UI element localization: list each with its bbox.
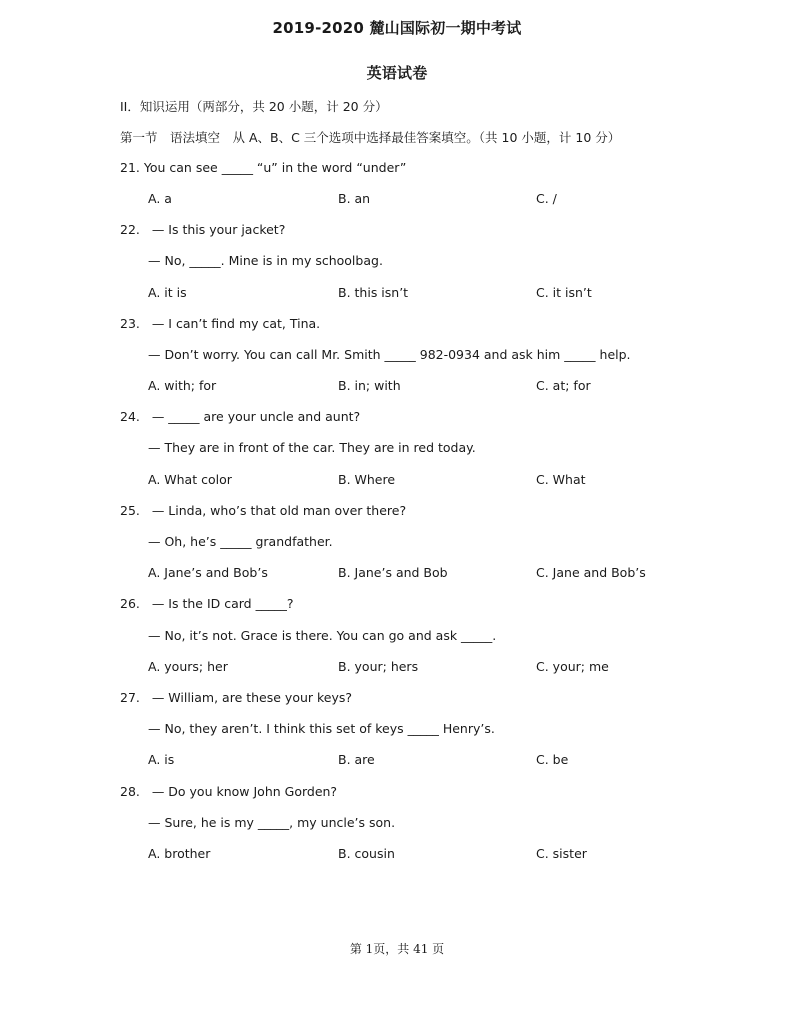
exam-title: 2019-2020 麓山国际初一期中考试 [272, 19, 522, 37]
option-c: C. your; me [536, 659, 609, 674]
option-b: B. your; hers [338, 659, 419, 674]
option-b: B. Jane’s and Bob [338, 565, 448, 580]
option-a: A. is [148, 752, 175, 767]
option-b: B. in; with [338, 378, 401, 393]
option-c: C. it isn’t [536, 285, 592, 300]
question-25 [120, 503, 406, 518]
question-number: 22. [120, 222, 140, 237]
question-stem: You can see _____ “u” in the word “under” [143, 160, 407, 175]
page-number: 第 1页，共 41 页 [349, 942, 445, 956]
option-a: A. Jane’s and Bob’s [148, 565, 268, 580]
option-a: A. brother [148, 846, 211, 861]
option-b: B. an [338, 191, 371, 206]
question-line: — They are in front of the car. They are in red today. [148, 440, 476, 455]
question-stem: — Is this your jacket? [151, 222, 286, 237]
option-b: B. this isn’t [338, 285, 409, 300]
question-stem: — _____ are your uncle and aunt? [151, 409, 361, 424]
option-a: A. with; for [148, 378, 217, 393]
question-21 [120, 160, 406, 175]
question-number: 25. [120, 503, 140, 518]
question-line: — No, they aren’t. I think this set of keys _____ Henry’s. [148, 721, 495, 736]
option-a: A. yours; her [148, 659, 228, 674]
option-c: C. be [536, 752, 569, 767]
option-c: C. Jane and Bob’s [536, 565, 646, 580]
option-c: C. What [536, 472, 586, 487]
question-stem: — William, are these your keys? [151, 690, 353, 705]
question-27 [120, 690, 352, 705]
question-number: 23. [120, 316, 140, 331]
option-b: B. cousin [338, 846, 395, 861]
question-number: 26. [120, 596, 140, 611]
question-26 [120, 596, 293, 611]
question-line: — Sure, he is my _____, my uncle’s son. [148, 815, 396, 830]
option-b: B. Where [338, 472, 396, 487]
question-number: 24. [120, 409, 140, 424]
option-c: C. sister [536, 846, 587, 861]
question-23 [120, 316, 320, 331]
question-line: — Don’t worry. You can call Mr. Smith _____ 982-0934 and ask him _____ help. [148, 347, 631, 362]
question-number: 27. [120, 690, 140, 705]
question-stem: — Do you know John Gorden? [151, 784, 338, 799]
question-number: 21. [120, 160, 140, 175]
question-line: — Oh, he’s _____ grandfather. [148, 534, 333, 549]
question-number: 28. [120, 784, 140, 799]
question-line: — No, _____. Mine is in my schoolbag. [148, 253, 383, 268]
part-heading: II．知识运用（两部分，共 20 小题，计 20 分） [120, 99, 388, 114]
option-a: A. What color [148, 472, 232, 487]
option-a: A. a [148, 191, 172, 206]
section-instruction: 第一节 语法填空 从 A、B、C 三个选项中选择最佳答案填空。（共 10 小题，计 10 分） [120, 130, 621, 145]
question-22 [120, 222, 285, 237]
question-28 [120, 784, 337, 799]
question-stem: — Is the ID card _____? [151, 596, 294, 611]
option-b: B. are [338, 752, 375, 767]
option-c: C. / [536, 191, 557, 206]
exam-subtitle: 英语试卷 [366, 64, 428, 82]
question-line: — No, it’s not. Grace is there. You can go and ask _____. [148, 628, 497, 643]
option-a: A. it is [148, 285, 187, 300]
option-c: C. at; for [536, 378, 591, 393]
question-stem: — Linda, who’s that old man over there? [151, 503, 407, 518]
question-24 [120, 409, 360, 424]
question-stem: — I can’t find my cat, Tina. [151, 316, 321, 331]
